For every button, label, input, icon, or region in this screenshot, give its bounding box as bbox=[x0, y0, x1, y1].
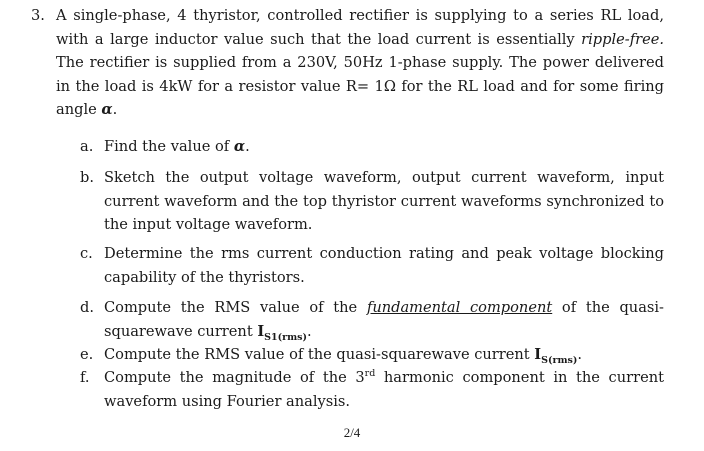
part-e-text-1: Compute the RMS value of the quasi-squarewave current bbox=[104, 346, 535, 363]
part-e-subscript: S(rms) bbox=[541, 354, 578, 366]
part-a-end: . bbox=[245, 138, 250, 155]
part-c bbox=[80, 242, 664, 289]
part-a bbox=[80, 135, 664, 159]
question-intro-1: A single-phase, 4 thyristor, controlled rectifier is supplying to a series RL load, with a large inductor value such that the load current is essentially bbox=[56, 7, 664, 48]
part-c-label: c. bbox=[80, 245, 93, 262]
part-a-text: Find the value of bbox=[104, 138, 234, 155]
part-c-text: Determine the rms current conduction rating and peak voltage blocking capability of the thyristors. bbox=[104, 245, 664, 286]
alpha-symbol: α bbox=[101, 101, 113, 118]
part-a-alpha: α bbox=[233, 138, 246, 155]
part-f-text-1: Compute the magnitude of the 3 bbox=[104, 369, 365, 386]
part-d-subscript: S1(rms) bbox=[264, 331, 308, 343]
question-3 bbox=[31, 4, 664, 122]
page-number: 2/4 bbox=[343, 425, 361, 440]
part-d bbox=[80, 296, 664, 343]
part-d-text-2: of the quasi-squarewave current bbox=[104, 299, 664, 340]
part-d-label: d. bbox=[80, 299, 94, 316]
part-e-label: e. bbox=[80, 346, 94, 363]
part-b bbox=[80, 166, 664, 237]
part-e-end: . bbox=[577, 346, 583, 363]
part-e-symbol: I bbox=[534, 346, 542, 363]
part-a-label: a. bbox=[80, 138, 94, 155]
part-d-symbol: I bbox=[257, 322, 265, 340]
fundamental-component-text: fundamental component bbox=[366, 299, 553, 316]
ripple-free-text: ripple-free. bbox=[581, 30, 664, 48]
part-f-label: f. bbox=[80, 369, 90, 386]
part-b-text: Sketch the output voltage waveform, output current waveform, input current waveform and the top thyristor current waveforms synchronized to the input voltage waveform. bbox=[104, 169, 664, 233]
part-b-label: b. bbox=[80, 169, 94, 186]
part-f-text-2: harmonic component in the current waveform using Fourier analysis. bbox=[104, 369, 664, 410]
part-d-end: . bbox=[307, 322, 312, 340]
part-e bbox=[80, 343, 664, 367]
part-f bbox=[80, 366, 664, 413]
part-d-text-1: Compute the RMS value of the bbox=[104, 299, 367, 316]
question-number: 3. bbox=[31, 7, 45, 24]
part-f-superscript: rd bbox=[364, 368, 376, 380]
question-intro-2: The rectifier is supplied from a 230V, 50Hz 1-phase supply. The power delivered in the load is 4kW for a resistor value R= 1Ω for the RL load and for some firing angle bbox=[56, 54, 664, 118]
question-intro-end: . bbox=[112, 101, 118, 118]
